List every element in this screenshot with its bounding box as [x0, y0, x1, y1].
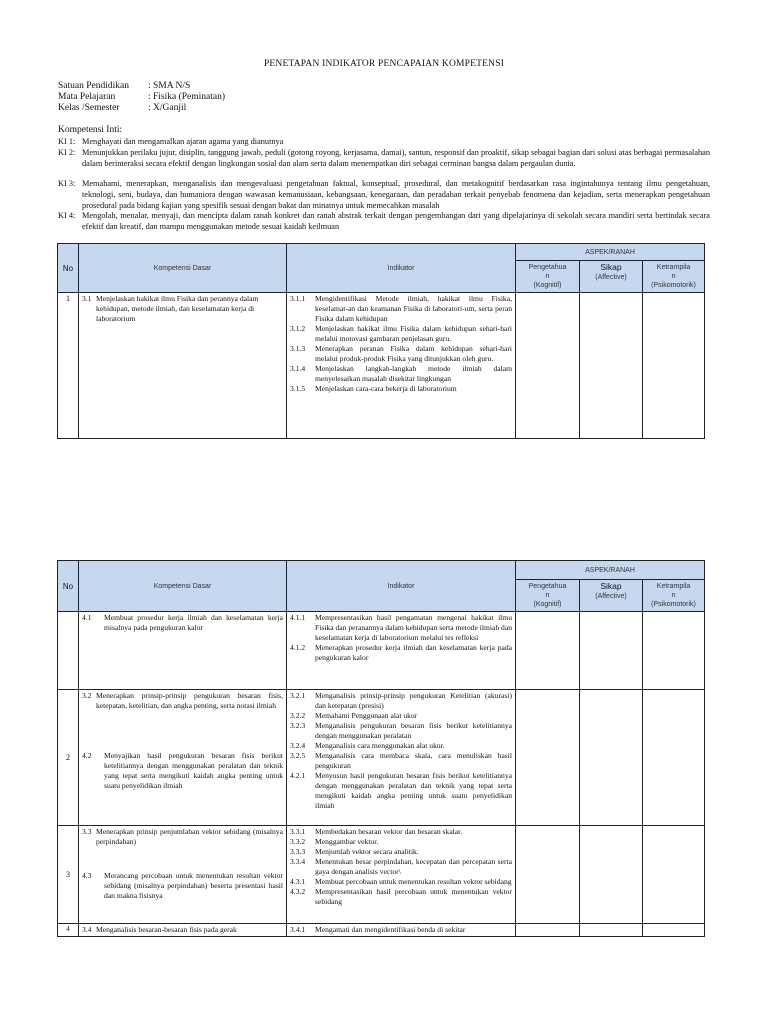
ki-text: Memahami, menerapkan, menganalisis dan mengevaluasi pengetahuan faktual, konseptual, prosedural, dan metakognitif berdasarkan rasa ingintahunya tentang ilmu pengetahuan, teknologi, seni, budaya, dan humaniora dengan wawasan kemanusiaan, kebangsaan, kenegaraan, dan peradaban terkait penyebab fenomena dan kejadian, serta menerapkan pengetahuan prosedural pada bidang kajian yang spesifik sesuai dengan bakat dan minatnya untuk memecahkan masalah [82, 179, 710, 211]
pengetahuan-cell [516, 293, 580, 439]
meta-value: : SMA N/S [148, 81, 191, 91]
kompetensi-dasar-cell [79, 612, 287, 690]
sikap-cell [580, 826, 643, 924]
ki-item [58, 178, 710, 212]
kompetensi-dasar-cell [79, 826, 287, 924]
indikator-item: 3.2.3 Menganalisis pengukuran besaran fisis berikut ketelitiannya dengan menggunakan peralatan [290, 721, 512, 740]
pengetahuan-cell [516, 612, 580, 690]
meta-label: Kelas /Semester [58, 103, 120, 113]
sikap-cell [580, 690, 643, 826]
meta-label: Satuan Pendidikan [58, 81, 129, 91]
header-aspek-ranah: ASPEK/RANAH [516, 561, 705, 580]
kd-item: 4.1 Membuat prosedur kerja ilmiah dan keselamatan kerja misalnya pada pengukuran kalor [82, 613, 283, 632]
kompetensi-dasar-cell [79, 293, 287, 439]
pengetahuan-cell [516, 690, 580, 826]
indikator-item: 3.4.1 Mengamati dan mengidentifikasi benda di sekitar [290, 925, 466, 934]
table-row [58, 612, 705, 690]
indikator-item: 3.1.4 Menjelaskan langkah-langkah metode ilmiah dalam menyelesaikan masalah disekitar lingkungan [290, 364, 512, 383]
pengetahuan-cell [516, 924, 580, 937]
indikator-item: 3.3.2 Menggambar vektor. [290, 837, 379, 846]
row-number [58, 612, 79, 690]
ki-item [58, 136, 710, 147]
indikator-cell [287, 924, 516, 937]
row-number: 4 [58, 924, 79, 937]
ki-code: KI 4: [58, 211, 76, 220]
header-sikap: Sikap (Affective) [580, 261, 643, 293]
meta-row [58, 103, 186, 113]
indikator-item: 3.2.5 Menganalisis cara membaca skala, cara menuliskan hasil pengukuran [290, 751, 512, 770]
indikator-item: 3.3.1 Membedakan besaran vektor dan besaran skalar. [290, 827, 463, 836]
row-number: 3 [58, 826, 79, 924]
indikator-item: 3.1.5 Menjelaskan cara-cara bekerja di laboratorium [290, 384, 457, 393]
keterampilan-cell [643, 826, 705, 924]
meta-row [58, 81, 190, 91]
indikator-item: 4.1.1 Mempresentasikan hasil pengamatan mengenai hakikat ilmu Fisika dan peranannya dalam kehidupan serta metode ilmiah dan keselamatan kerja di laboratorium melalui tes refleksi [290, 613, 512, 642]
kompetensi-dasar-cell [79, 924, 287, 937]
indikator-item: 3.3.3 Menjumlah vektor secara analitik. [290, 847, 419, 856]
table-row [58, 690, 705, 826]
ki-item [58, 210, 710, 232]
meta-value: : Fisika (Peminatan) [148, 92, 226, 102]
kd-item: 3.4 Menganalisis besaran-besaran fisis pada gerak [82, 925, 237, 934]
header-indikator: Indikator [287, 561, 516, 612]
ki-text: Menghayati dan mengamalkan ajaran agama yang dianutnya [82, 137, 284, 146]
meta-label: Mata Pelajaran [58, 92, 116, 102]
header-no: No [58, 561, 79, 612]
kompetensi-dasar-cell [79, 690, 287, 826]
ki-code: KI 3: [58, 179, 76, 188]
indikator-cell [287, 293, 516, 439]
indikator-item: 3.2.2 Memahami Penggunaan alat ukur [290, 711, 418, 720]
ki-text: Mengolah, menalar, menyaji, dan mencipta dalam ranah konkret dan ranah abstrak terkait dengan pengembangan dari yang dipelajarinya di sekolah secara mandiri serta bertindak secara efektif dan kreatif, dan mampu menggunakan metode sesuai kaidah keilmuan [82, 211, 710, 232]
indikator-item: 3.3.4 Menentukan besar perpindahan, kecepatan dan percepatan serta gaya dengan analisis vector\ [290, 857, 512, 876]
sikap-cell [580, 924, 643, 937]
indikator-item: 3.2.4 Menganalisis cara menggunakan alat ukur. [290, 741, 445, 750]
indikator-item: 4.2.1 Menyusun hasil pengukuran besaran fisis berikut ketelitiannya dengan menggunakan peralatan dan teknik yang tepat serta mengikuti kaidah angka penting untuk suatu penyelidikan ilmiah [290, 771, 512, 810]
page-title: PENETAPAN INDIKATOR PENCAPAIAN KOMPETENSI [263, 59, 505, 69]
indikator-cell [287, 826, 516, 924]
sikap-cell [580, 612, 643, 690]
ki-heading: Kompetensi Inti: [58, 125, 123, 135]
indikator-item: 3.1.3 Menerapkan peranan Fisika dalam kehidupan sehari-hari melalui produk-produk Fisika yang ditunjukkan oleh guru. [290, 344, 512, 363]
kd-item: 3.3 Menerapkan prinsip penjumlahan vektor sebidang (misalnya perpindahan) [82, 827, 283, 846]
indikator-cell [287, 690, 516, 826]
header-kompetensi-dasar: Kompetensi Dasar [79, 561, 287, 612]
header-keterampilan: Ketrampila n (Psikomotorik) [643, 261, 705, 293]
keterampilan-cell [643, 612, 705, 690]
indikator-item: 4.3.2 Mempresentasikan hasil percobaan untuk menentukan vektor sebidang [290, 887, 512, 906]
keterampilan-cell [643, 924, 705, 937]
ki-code: KI 2: [58, 148, 76, 157]
meta-row [58, 92, 225, 102]
header-aspek-ranah: ASPEK/RANAH [516, 244, 705, 261]
indikator-item: 3.1.1 Mengidentifikasi Metode ilmiah, hakikat ilmu Fisika, keselamat-an dan keamanan Fisika di laboratori-um, serta peran Fisika dalam kehidupan [290, 294, 512, 323]
indikator-item: 3.2.1 Menganalisis prinsip-prinsip pengukuran Ketelitian (akurasi) dan ketepatan (presisi) [290, 691, 512, 710]
header-keterampilan: Ketrampila n (Psikomotorik) [643, 580, 705, 612]
kd-item: 3.2 Menerapkan prinsip-prinsip pengukuran besaran fisis, ketepatan, ketelitian, dan angka penting, serta notasi ilmiah [82, 691, 283, 710]
header-kompetensi-dasar: Kompetensi Dasar [79, 244, 287, 293]
indikator-cell [287, 612, 516, 690]
header-indikator: Indikator [287, 244, 516, 293]
indicator-table-1 [57, 243, 705, 439]
header-sikap: Sikap (Affective) [580, 580, 643, 612]
indikator-item: 3.1.2 Menjelaskan hakikat ilmu Fisika dalam kehidupan sehari-hari melalui motovasi gambaran penjelasan guru. [290, 324, 512, 343]
table-row [58, 924, 705, 937]
kd-item: 4.3 Merancang percobaan untuk menentukan resultan vektor sebidang (misalnya perpindahan) beserta presentasi hasil dan makna fisisnya [82, 871, 283, 900]
kd-item: 3.1 Menjelaskan hakikat ilmu Fisika dan perannya dalam kehidupan, metode ilmiah, dan keselamatan kerja di laboratorium [82, 294, 259, 323]
keterampilan-cell [643, 690, 705, 826]
header-pengetahuan: Pengetahua n (Kognitif) [516, 261, 580, 293]
ki-item [58, 147, 710, 169]
header-no: No [58, 244, 79, 293]
row-number: 1 [58, 293, 79, 439]
row-number: 2 [58, 690, 79, 826]
pengetahuan-cell [516, 826, 580, 924]
meta-value: : X/Ganjil [148, 103, 187, 113]
header-pengetahuan: Pengetahua n (Kognitif) [516, 580, 580, 612]
ki-text: Menunjukkan perilaku jujur, disiplin, tanggung jawab, peduli (gotong royong, kerjasama, damai), santun, responsif dan proaktif, sikap sebagai bagian dari solusi atas berbagai permasalahan dalam berinteraksi secara efektif dengan lingkungan sosial dan alam serta dalam menempatkan diri sebagai cerminan bangsa dalam pergaulan dunia. [82, 148, 710, 169]
table-row [58, 293, 705, 439]
sikap-cell [580, 293, 643, 439]
indikator-item: 4.3.1 Membuat percobaan untuk menentukan resultan vektor sebidang [290, 877, 512, 886]
indikator-item: 4.1.2 Menerapkan prosedur kerja ilmiah dan keselamatan kerja pada pengukuran kalor [290, 643, 512, 662]
table-row [58, 826, 705, 924]
indicator-table-2 [57, 560, 705, 937]
ki-code: KI 1: [58, 137, 76, 146]
kd-item: 4.2 Menyajikan hasil pengukuran besaran fisis berikut ketelitiannya dengan menggunakan peralatan dan teknik yang tepat serta mengikuti kaidah angka penting untuk suatu penyelidikan ilmiah [82, 751, 283, 790]
keterampilan-cell [643, 293, 705, 439]
